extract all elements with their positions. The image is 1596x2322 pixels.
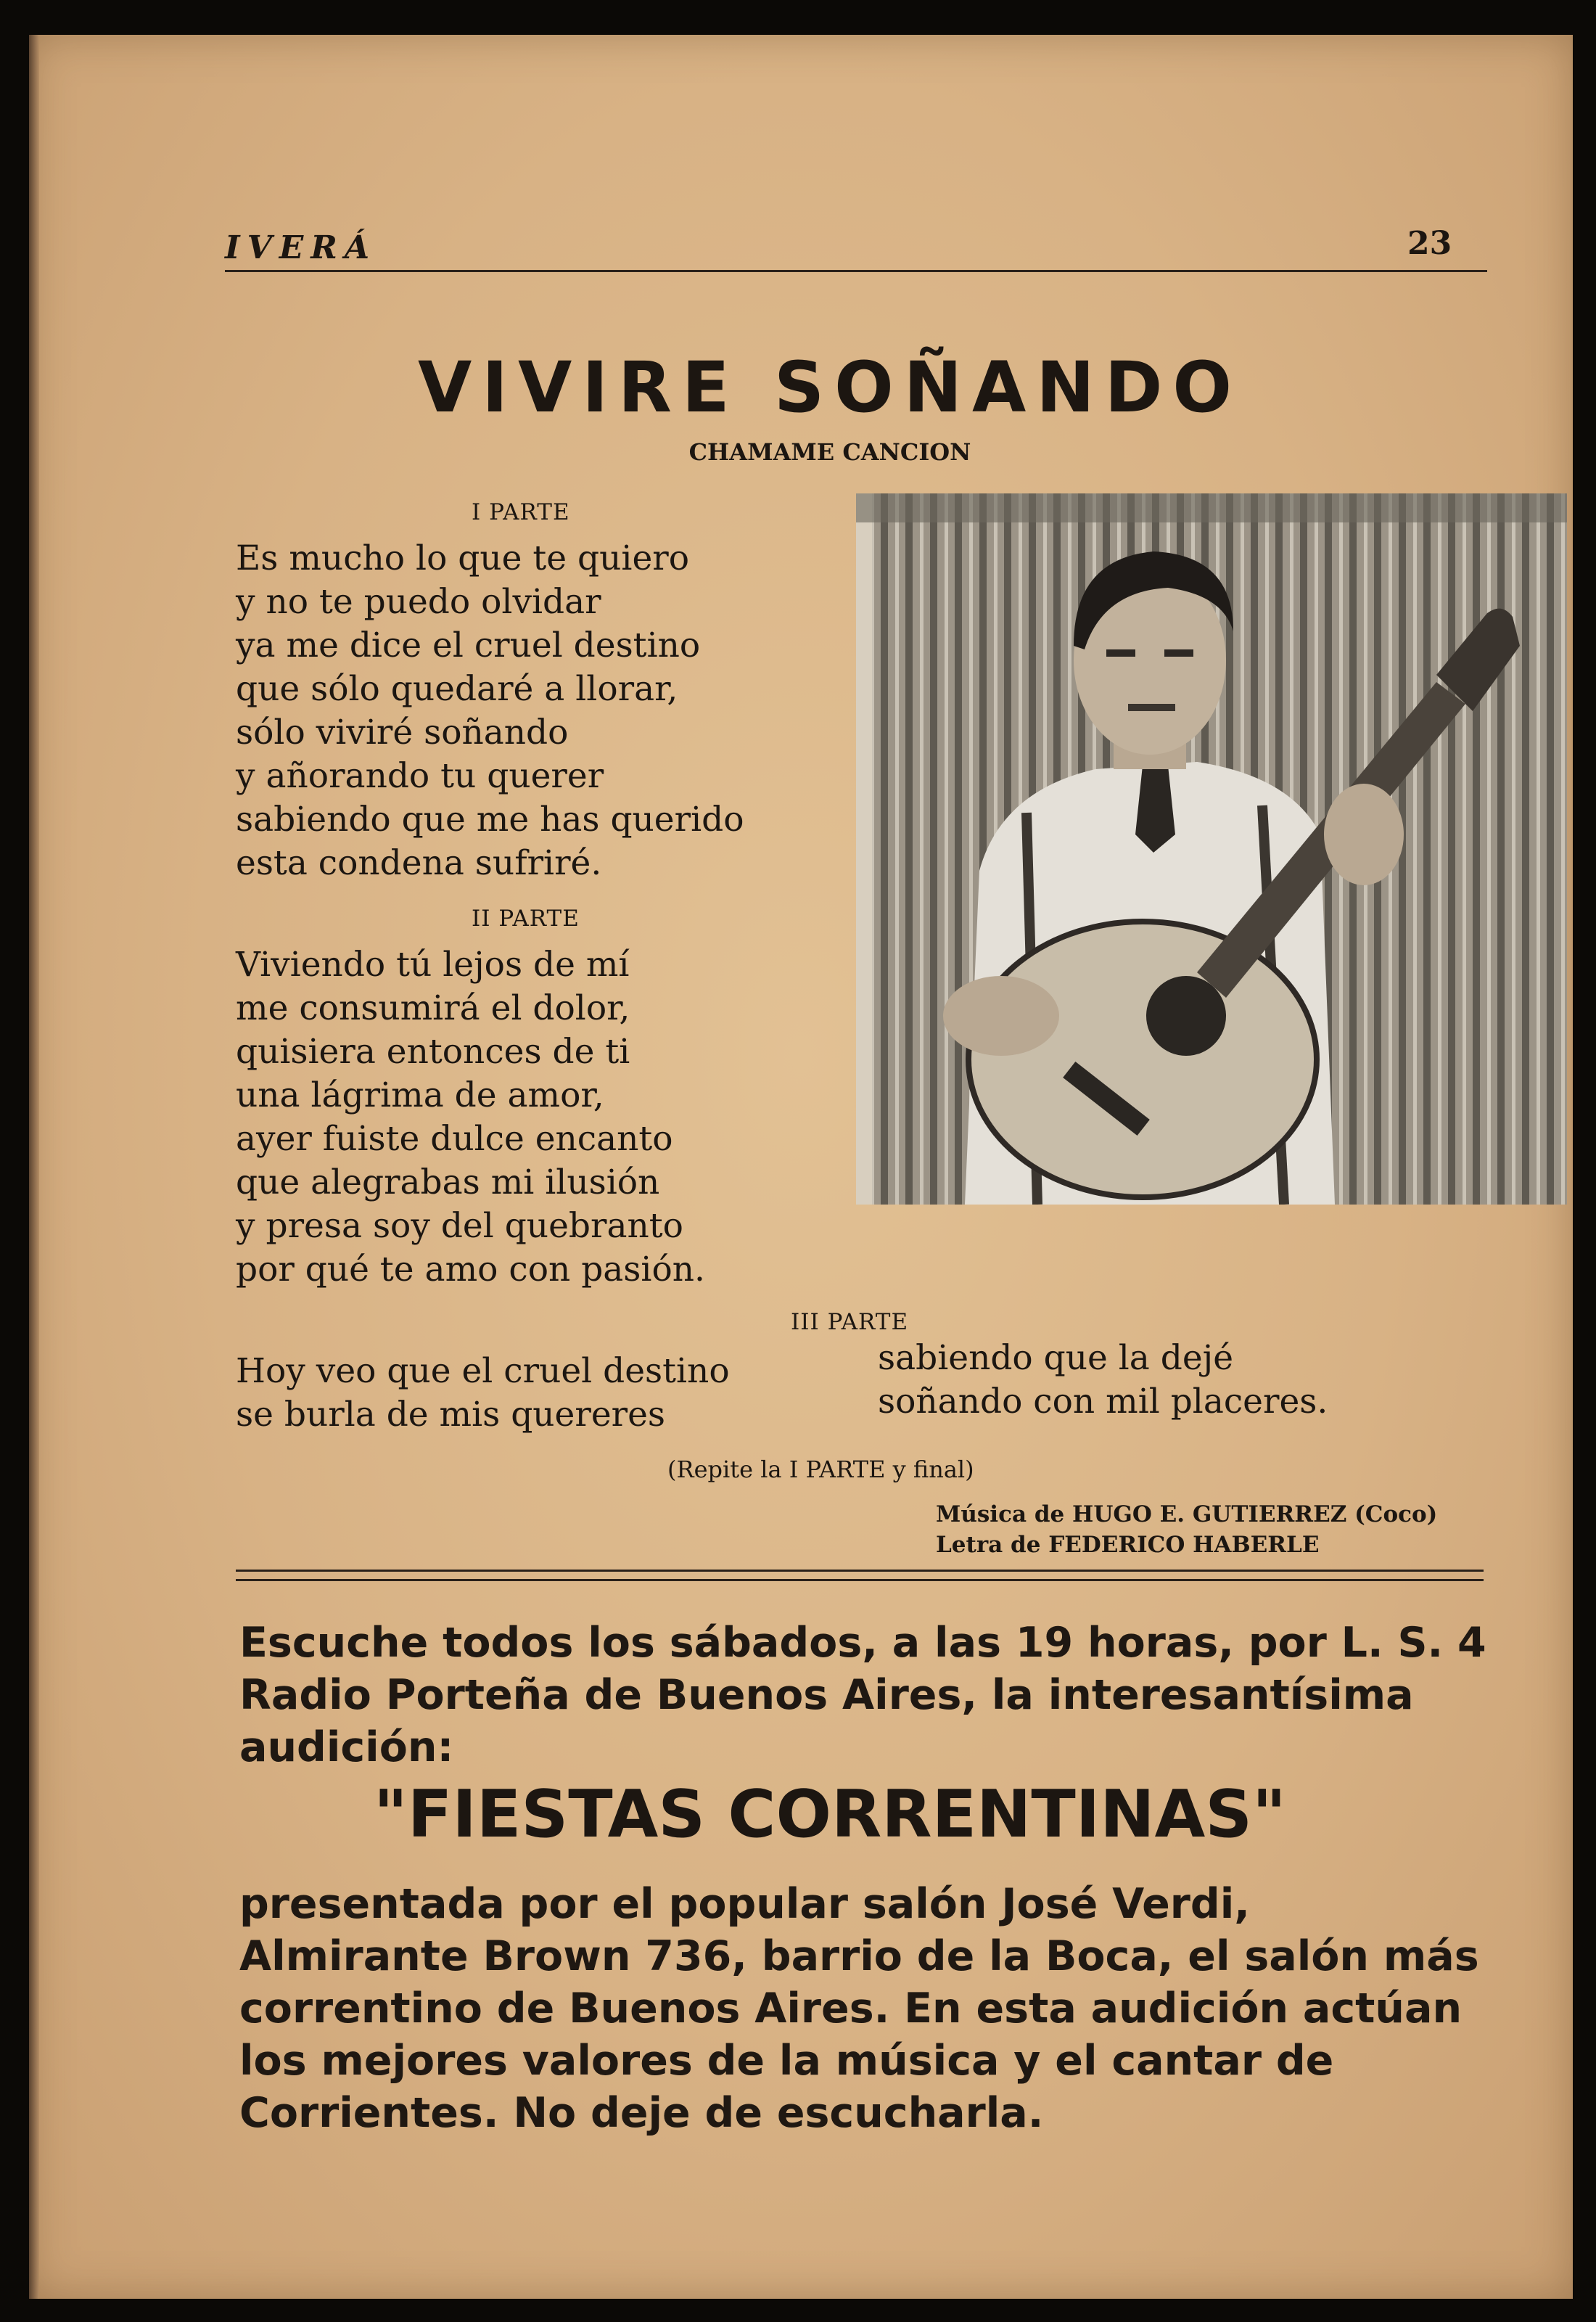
- part2-verse: Viviendo tú lejos de mí me consumirá el dolor, quisiera entonces de ti una lágrima de amor, ayer fuiste dulce encanto que alegrabas mi ilusión y presa soy del quebranto por qué te amo con pasión.: [236, 945, 705, 1289]
- advert-intro: Escuche todos los sábados, a las 19 horas, por L. S. 4 Radio Porteña de Buenos Aires, la interesantísima audición:: [239, 1619, 1486, 1771]
- lyrics-credit: Letra de FEDERICO HABERLE: [936, 1532, 1320, 1558]
- advert-heading: "FIESTAS CORRENTINAS": [374, 1776, 1286, 1853]
- running-title: IVERÁ: [225, 229, 377, 266]
- part3-verse-left: Hoy veo que el cruel destino se burla de mis quereres: [236, 1351, 730, 1435]
- page-number: 23: [1407, 225, 1452, 262]
- part2-label: II PARTE: [472, 906, 580, 932]
- music-credit: Música de HUGO E. GUTIERREZ (Coco): [936, 1501, 1438, 1527]
- part3-verse-right: sabiendo que la dejé soñando con mil placeres.: [878, 1338, 1328, 1421]
- header-rule: [225, 270, 1487, 272]
- guitarist-photo-drawing: [856, 493, 1567, 1205]
- part1-label: I PARTE: [472, 499, 570, 525]
- guitarist-photo: [856, 493, 1567, 1205]
- advert-body: presentada por el popular salón José Verdi, Almirante Brown 736, barrio de la Boca, el salón más correntino de Buenos Aires. En esta audición actúan los mejores valores de la música y el cantar de Corrientes. No deje de escucharla.: [239, 1880, 1479, 2137]
- magazine-page: [29, 35, 1573, 2299]
- repeat-note: (Repite la I PARTE y final): [667, 1456, 974, 1483]
- advert-rule-top: [236, 1570, 1484, 1572]
- song-genre: CHAMAME CANCION: [688, 438, 971, 466]
- advert-rule-bottom: [236, 1579, 1484, 1581]
- song-credits: [936, 1499, 1437, 1560]
- part1-verse: Es mucho lo que te quiero y no te puedo olvidar ya me dice el cruel destino que sólo quedaré a llorar, sólo viviré soñando y añorando tu querer sabiendo que me has querido esta condena sufriré.: [236, 538, 744, 883]
- song-title: VIVIRE SOÑANDO: [418, 347, 1242, 428]
- part3-label: III PARTE: [791, 1309, 909, 1335]
